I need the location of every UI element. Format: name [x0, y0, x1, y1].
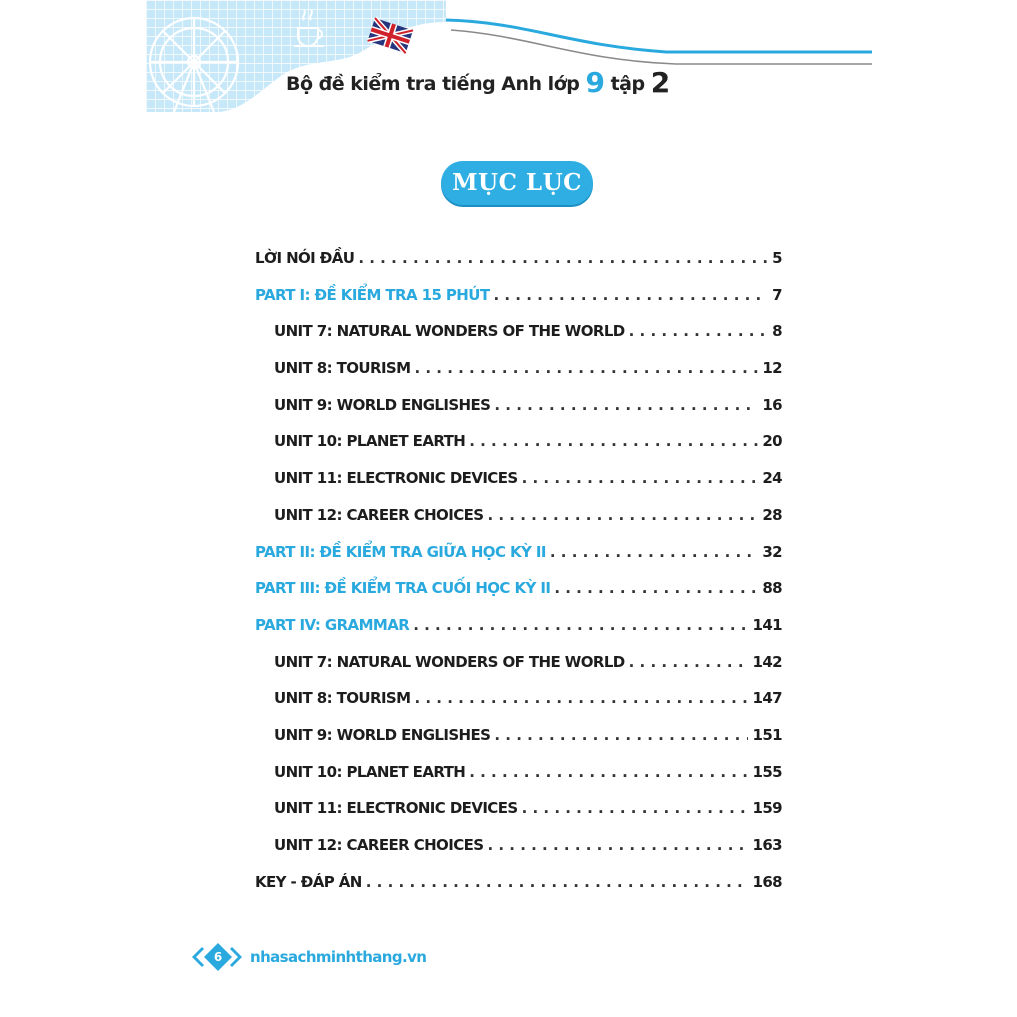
toc-entry-page: 147 [752, 689, 782, 708]
toc-entry-page: 12 [762, 359, 782, 378]
dot-leader [629, 644, 749, 681]
toc-entry-page: 7 [772, 285, 782, 304]
table-of-contents [255, 240, 782, 900]
toc-entry[interactable] [255, 717, 782, 754]
book-volume: 2 [650, 66, 670, 99]
toc-entry-title: UNIT 10: PLANET EARTH [274, 432, 466, 451]
book-grade: 9 [585, 66, 605, 99]
toc-entry[interactable] [255, 460, 782, 497]
toc-entry-title: PART III: ĐỀ KIỂM TRA CUỐI HỌC KỲ II [255, 579, 551, 598]
dot-leader [366, 864, 749, 901]
toc-entry-title: UNIT 9: WORLD ENGLISHES [274, 395, 491, 414]
toc-entry-page: 168 [752, 872, 782, 891]
dot-leader [493, 277, 768, 314]
toc-entry-title: PART IV: GRAMMAR [255, 615, 410, 634]
toc-entry-title: UNIT 7: NATURAL WONDERS OF THE WORLD [274, 652, 625, 671]
toc-entry-page: 141 [752, 615, 782, 634]
toc-entry-title: UNIT 11: ELECTRONIC DEVICES [274, 469, 518, 488]
dot-leader [487, 827, 748, 864]
toc-entry-title: KEY - ĐÁP ÁN [255, 872, 362, 891]
toc-entry[interactable] [255, 864, 782, 901]
toc-entry[interactable] [255, 313, 782, 350]
book-title [286, 66, 670, 102]
toc-entry[interactable] [255, 680, 782, 717]
toc-entry[interactable] [255, 607, 782, 644]
dot-leader [414, 350, 758, 387]
book-title-prefix: Bộ đề kiểm tra tiếng Anh lớp [286, 73, 580, 95]
page-number: 6 [213, 950, 223, 964]
toc-entry-title: UNIT 7: NATURAL WONDERS OF THE WORLD [274, 322, 625, 341]
toc-entry[interactable] [255, 277, 782, 314]
dot-leader [554, 570, 758, 607]
dot-leader [522, 790, 749, 827]
toc-entry[interactable] [255, 644, 782, 681]
book-title-middle: tập [610, 73, 645, 95]
toc-entry-page: 8 [772, 322, 782, 341]
dot-leader [494, 387, 758, 424]
toc-entry-title: UNIT 11: ELECTRONIC DEVICES [274, 799, 518, 818]
dot-leader [414, 680, 748, 717]
dot-leader [487, 497, 758, 534]
toc-entry-title: PART I: ĐỀ KIỂM TRA 15 PHÚT [255, 285, 490, 304]
toc-entry[interactable] [255, 240, 782, 277]
toc-entry-title: UNIT 8: TOURISM [274, 359, 411, 378]
toc-entry-title: UNIT 8: TOURISM [274, 689, 411, 708]
toc-entry-page: 20 [762, 432, 782, 451]
toc-entry-page: 24 [762, 469, 782, 488]
toc-entry[interactable] [255, 827, 782, 864]
dot-leader [629, 313, 769, 350]
page-number-badge [190, 941, 246, 973]
dot-leader [469, 754, 748, 791]
toc-entry-title: UNIT 9: WORLD ENGLISHES [274, 725, 491, 744]
dot-leader [550, 534, 758, 571]
toc-entry-title: UNIT 10: PLANET EARTH [274, 762, 466, 781]
dot-leader [494, 717, 748, 754]
dot-leader [522, 460, 759, 497]
dot-leader [469, 423, 758, 460]
toc-entry[interactable] [255, 350, 782, 387]
toc-entry[interactable] [255, 570, 782, 607]
toc-entry-page: 28 [762, 505, 782, 524]
toc-entry[interactable] [255, 534, 782, 571]
toc-entry-page: 151 [752, 725, 782, 744]
toc-heading: MỤC LỤC [441, 161, 593, 205]
toc-entry-page: 32 [762, 542, 782, 561]
toc-entry-page: 159 [752, 799, 782, 818]
toc-entry-title: UNIT 12: CAREER CHOICES [274, 836, 484, 854]
toc-entry-page: 16 [762, 395, 782, 414]
toc-entry-page: 155 [752, 762, 782, 781]
toc-entry-page: 163 [752, 836, 782, 854]
dot-leader [413, 607, 748, 644]
website-link[interactable]: nhasachminhthang.vn [250, 948, 427, 966]
toc-entry[interactable] [255, 423, 782, 460]
toc-entry-title: PART II: ĐỀ KIỂM TRA GIỮA HỌC KỲ II [255, 542, 546, 561]
toc-entry[interactable] [255, 387, 782, 424]
toc-entry-page: 142 [752, 652, 782, 671]
toc-entry[interactable] [255, 497, 782, 534]
toc-entry-page: 5 [772, 249, 782, 267]
dot-leader [358, 240, 768, 277]
page-footer [190, 941, 426, 973]
toc-entry[interactable] [255, 790, 782, 827]
toc-entry-title: UNIT 12: CAREER CHOICES [274, 505, 484, 524]
toc-entry-title: LỜI NÓI ĐẦU [255, 249, 355, 267]
toc-entry-page: 88 [762, 579, 782, 598]
toc-entry[interactable] [255, 754, 782, 791]
